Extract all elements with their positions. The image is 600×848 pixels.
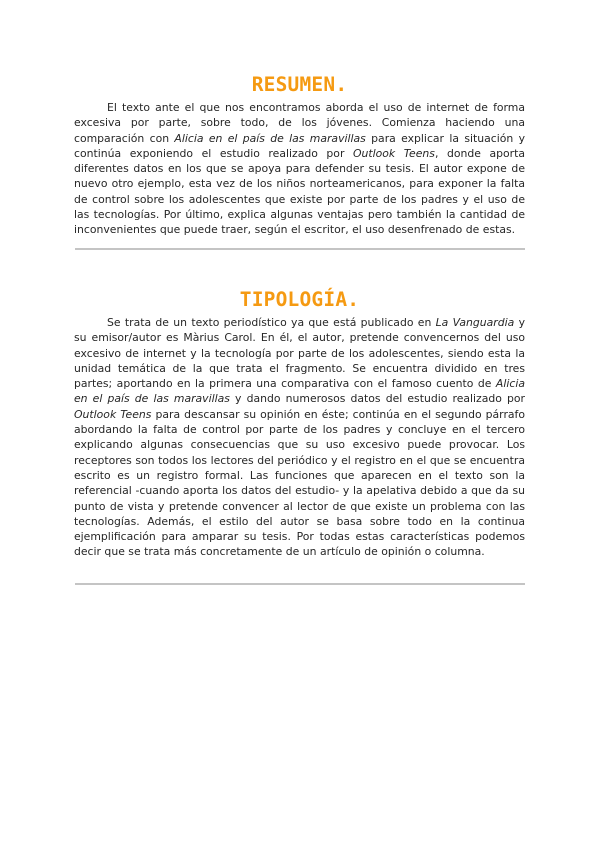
resumen-paragraph [74, 100, 525, 238]
resumen-heading: RESUMEN. [251, 73, 348, 96]
tipologia-heading: TIPOLOGÍA. [239, 288, 360, 311]
tipologia-italic-vanguardia: La Vanguardia [435, 316, 515, 329]
tipologia-italic-outlook: Outlook Teens [74, 407, 152, 421]
section-divider-2 [75, 583, 525, 585]
tipologia-section [74, 288, 525, 560]
tipologia-paragraph [74, 315, 525, 560]
resumen-text-3: , donde aporta diferentes datos en los que se apoya para defender su tesis. El autor expone de nuevo otro ejemplo, esta vez de los niños norteamericanos, para exponer la falta de control sobre los adolescentes que existe por parte de los padres y el uso de las tecnologías. Por último, explica algunas ventajas pero también la cantidad de inconvenientes que puede traer, según el escritor, el uso desenfrenado de estas. [74, 146, 525, 237]
resumen-italic-alicia: Alicia en el país de las maravillas [174, 131, 366, 145]
resumen-section [74, 73, 525, 238]
resumen-italic-outlook: Outlook Teens [352, 146, 435, 160]
resumen-text-1: El texto ante el que nos encontramos aborda el uso de internet de forma excesiva por parte, sobre todo, de los jóvenes. Comienza haciendo una comparación con [74, 101, 525, 145]
resumen-text-2: para explicar la situación y continúa exponiendo el estudio realizado por [74, 131, 526, 160]
tipologia-text-4: para descansar su opinión en éste; continúa en el segundo párrafo abordando la falta de control por parte de los padres y concluye en el tercero explicando algunas consecuencias que su uso excesivo puede provocar. Los receptores son todos los lectores del periódico y el registro en el que se encuentra escrito es un registro formal. Las funciones que aparecen en el texto son la referencial -cuando aporta los datos del estudio- y la apelativa debido a que da su punto de vista y pretende convencer al lector de que existe un problema con las tecnologías. Además, el estilo del autor se basa sobre todo en la continua ejemplificación para amparar su tesis. Por todas estas características podemos decir que se trata más concretamente de un artículo de opinión o columna. [74, 407, 525, 559]
section-divider-1 [75, 248, 525, 250]
tipologia-text-1: Se trata de un texto periodístico ya que está publicado en [107, 316, 436, 329]
tipologia-italic-alicia: Alicia en el país de las maravillas [74, 377, 525, 406]
tipologia-text-3: y dando numerosos datos del estudio realizado por [229, 392, 525, 406]
tipologia-text-2: y su emisor/autor es Màrius Carol. En él, el autor, pretende convencernos del uso excesivo de internet y la tecnología por parte de los adolescentes, siendo esta la unidad temática de la que trata el fragmento. Se encuentra dividido en tres partes; aportando en la primera una comparativa con el famoso cuento de [74, 316, 525, 391]
